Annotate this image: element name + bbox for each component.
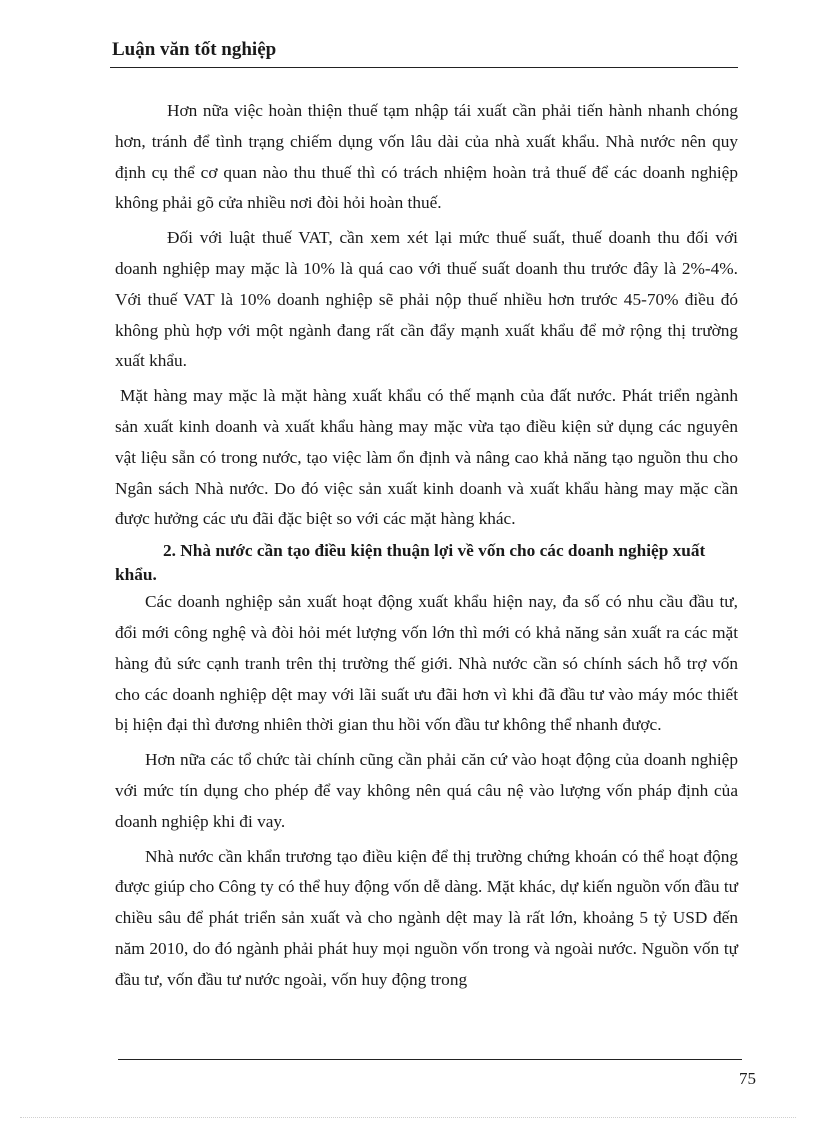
page-body	[115, 96, 738, 1000]
footer-divider	[118, 1059, 742, 1060]
page-number: 75	[739, 1069, 756, 1088]
paragraph-stock-market: Nhà nước cần khẩn trương tạo điều kiện để thị trường chứng khoán có thể hoạt động được giúp cho Công ty có thể huy động vốn dễ dàng. Mặt khác, dự kiến nguồn vốn đầu tư chiều sâu để phát triển sản xuất và cho ngành dệt may là rất lớn, khoảng 5 tỷ USD đến năm 2010, do đó ngành phải phát huy mọi nguồn vốn trong và ngoài nước. Nguồn vốn tự đầu tư, vốn đầu tư nước ngoài, vốn huy động trong	[115, 846, 738, 989]
running-header-title: Luận văn tốt nghiệp	[112, 39, 277, 60]
paragraph-financial-institutions: Hơn nữa các tổ chức tài chính cũng cần phải căn cứ vào hoạt động của doanh nghiệp với mức tín dụng cho phép để vay không nên quá câu nệ vào lượng vốn pháp định của doanh nghiệp khi đi vay.	[115, 750, 738, 831]
paragraph-vat-law: Đối với luật thuế VAT, cần xem xét lại mức thuế suất, thuế doanh thu đối với doanh nghiệp may mặc là 10% là quá cao với thuế suất doanh thu trước đây là 2%-4%. Với thuế VAT là 10% doanh nghiệp sẽ phải nộp thuế nhiều hơn trước 45-70% điều đó không phù hợp với một ngành đang rất cần đẩy mạnh xuất khẩu để mở rộng thị trường xuất khẩu.	[115, 228, 738, 371]
paragraph-enterprise-capital: Các doanh nghiệp sản xuất hoạt động xuất khẩu hiện nay, đa số có nhu cầu đầu tư, đổi mới công nghệ và đòi hỏi mét lượng vốn lớn thì mới có khả năng sản xuất ra các mặt hàng đủ sức cạnh tranh trên thị trường thế giới. Nhà nước cần só chính sách hỗ trợ vốn cho các doanh nghiệp dệt may với lãi suất ưu đãi hơn vì khi đã đầu tư vào máy móc thiết bị hiện đại thì đương nhiên thời gian thu hồi vốn đầu tư không thể nhanh được.	[115, 592, 738, 735]
header-divider	[110, 67, 738, 68]
section-heading-capital: 2. Nhà nước cần tạo điều kiện thuận lợi về vốn cho các doanh nghiệp xuất khẩu.	[115, 541, 706, 585]
paragraph-garment-exports: Mặt hàng may mặc là mặt hàng xuất khẩu có thế mạnh của đất nước. Phát triển ngành sản xuất kinh doanh và xuất khẩu hàng may mặc vừa tạo điều kiện sử dụng các nguyên vật liệu sẵn có trong nước, tạo việc làm ổn định và nâng cao khả năng tạo nguồn thu cho Ngân sách Nhà nước. Do đó việc sản xuất kinh doanh và xuất khẩu hàng may mặc cần được hưởng các ưu đãi đặc biệt so với các mặt hàng khác.	[115, 386, 738, 529]
page-edge-dotted-line	[20, 1117, 796, 1118]
paragraph-tax-refund: Hơn nữa việc hoàn thiện thuế tạm nhập tái xuất cần phải tiến hành nhanh chóng hơn, tránh để tình trạng chiếm dụng vốn lâu dài của nhà xuất khẩu. Nhà nước nên quy định cụ thể cơ quan nào thu thuế thì có trách nhiệm hoàn trả thuế để các doanh nghiệp không phải gõ cửa nhiều nơi đòi hỏi hoàn thuế.	[115, 101, 738, 213]
